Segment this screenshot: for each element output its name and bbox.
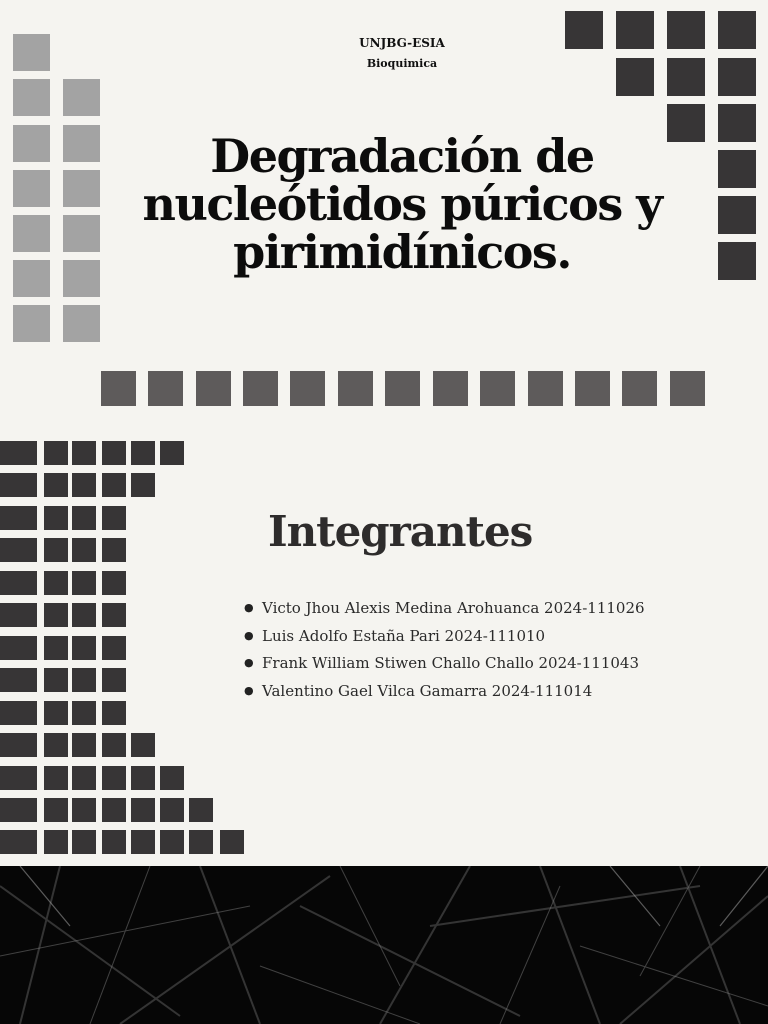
decor-square bbox=[131, 441, 155, 465]
decor-square bbox=[131, 733, 155, 757]
decor-square bbox=[13, 733, 37, 757]
decor-square bbox=[102, 830, 126, 854]
decor-square bbox=[44, 766, 68, 790]
decor-square bbox=[102, 473, 126, 497]
decor-square bbox=[44, 668, 68, 692]
member-name: Luis Adolfo Estaña Pari 2024-111010 bbox=[262, 626, 546, 645]
decor-square bbox=[0, 538, 14, 562]
decor-square bbox=[44, 733, 68, 757]
decor-square bbox=[72, 830, 96, 854]
decor-square bbox=[102, 701, 126, 725]
decor-square bbox=[13, 215, 50, 252]
decor-square bbox=[72, 798, 96, 822]
decor-square bbox=[0, 441, 14, 465]
decor-square bbox=[718, 242, 756, 280]
decor-square bbox=[670, 371, 705, 406]
members-list bbox=[244, 596, 645, 706]
decor-square bbox=[13, 260, 50, 297]
bullet-icon: ● bbox=[244, 683, 254, 697]
members-heading: Integrantes bbox=[268, 507, 533, 556]
decor-square bbox=[72, 603, 96, 627]
decor-square bbox=[575, 371, 610, 406]
decor-square bbox=[131, 798, 155, 822]
presentation-title: Degradación de nucleótidos púricos y pirimidínicos. bbox=[142, 129, 662, 279]
decor-square bbox=[44, 441, 68, 465]
decor-square bbox=[63, 215, 100, 252]
decor-square bbox=[13, 830, 37, 854]
bottom-dark-band bbox=[0, 866, 768, 1024]
decor-square bbox=[44, 636, 68, 660]
decor-square bbox=[718, 150, 756, 188]
decor-square bbox=[44, 473, 68, 497]
decor-square bbox=[102, 506, 126, 530]
course-name: Bioquimica bbox=[366, 57, 438, 70]
decor-square bbox=[528, 371, 563, 406]
decor-square bbox=[160, 766, 184, 790]
decor-square bbox=[0, 701, 14, 725]
decor-square bbox=[0, 603, 14, 627]
decor-square bbox=[13, 441, 37, 465]
decor-square bbox=[102, 538, 126, 562]
bullet-icon: ● bbox=[244, 601, 254, 614]
decor-square bbox=[63, 79, 100, 116]
list-item bbox=[244, 624, 645, 652]
decor-square bbox=[0, 766, 14, 790]
decor-square bbox=[63, 260, 100, 297]
decor-square bbox=[13, 668, 37, 692]
decor-square bbox=[72, 668, 96, 692]
decor-square bbox=[63, 305, 100, 342]
decor-square bbox=[243, 371, 278, 406]
decor-square bbox=[13, 506, 37, 530]
list-item bbox=[244, 596, 645, 624]
list-item bbox=[244, 679, 645, 707]
decor-square bbox=[131, 473, 155, 497]
decor-square bbox=[480, 371, 515, 406]
decor-square bbox=[102, 603, 126, 627]
decor-square bbox=[433, 371, 468, 406]
decor-square bbox=[148, 371, 183, 406]
decor-square bbox=[0, 830, 14, 854]
decor-square bbox=[718, 196, 756, 234]
decor-square bbox=[13, 538, 37, 562]
decor-square bbox=[290, 371, 325, 406]
decor-square bbox=[72, 766, 96, 790]
decor-square bbox=[13, 125, 50, 162]
decor-square bbox=[72, 701, 96, 725]
decor-square bbox=[0, 798, 14, 822]
decor-square bbox=[102, 733, 126, 757]
decor-square bbox=[220, 830, 244, 854]
decor-square bbox=[13, 603, 37, 627]
decor-square bbox=[44, 538, 68, 562]
decor-square bbox=[196, 371, 231, 406]
decor-square bbox=[72, 538, 96, 562]
decor-square bbox=[72, 506, 96, 530]
decor-square bbox=[160, 830, 184, 854]
decor-square bbox=[102, 766, 126, 790]
decor-square bbox=[13, 636, 37, 660]
decor-square bbox=[72, 733, 96, 757]
decor-square bbox=[102, 798, 126, 822]
decor-square bbox=[160, 798, 184, 822]
bullet-icon: ● bbox=[244, 656, 254, 670]
decor-square bbox=[0, 571, 14, 595]
institution-name: UNJBG-ESIA bbox=[359, 36, 445, 50]
decor-square bbox=[0, 636, 14, 660]
decor-square bbox=[72, 441, 96, 465]
decor-square bbox=[63, 170, 100, 207]
decor-square bbox=[63, 125, 100, 162]
bullet-icon: ● bbox=[244, 628, 254, 642]
decor-square bbox=[44, 603, 68, 627]
decor-square bbox=[0, 506, 14, 530]
decor-square bbox=[189, 798, 213, 822]
decor-square bbox=[189, 830, 213, 854]
decor-square bbox=[0, 733, 14, 757]
decor-square bbox=[102, 571, 126, 595]
decor-square bbox=[622, 371, 657, 406]
member-name: Valentino Gael Vilca Gamarra 2024-111014 bbox=[262, 681, 593, 700]
decor-square bbox=[102, 636, 126, 660]
decor-square bbox=[13, 798, 37, 822]
decor-square bbox=[160, 441, 184, 465]
decor-square bbox=[0, 668, 14, 692]
decor-square bbox=[13, 701, 37, 725]
decor-square bbox=[13, 305, 50, 342]
decor-square bbox=[44, 506, 68, 530]
decor-square bbox=[102, 668, 126, 692]
decor-square bbox=[44, 701, 68, 725]
decor-square bbox=[13, 766, 37, 790]
decor-square bbox=[72, 571, 96, 595]
decor-square bbox=[101, 371, 136, 406]
decor-square bbox=[44, 830, 68, 854]
decor-square bbox=[718, 104, 756, 142]
decor-square bbox=[338, 371, 373, 406]
decor-square bbox=[44, 571, 68, 595]
decor-square bbox=[72, 473, 96, 497]
decor-square bbox=[13, 473, 37, 497]
decor-square bbox=[0, 473, 14, 497]
decor-square bbox=[102, 441, 126, 465]
decor-square bbox=[385, 371, 420, 406]
member-name: Victo Jhou Alexis Medina Arohuanca 2024-111026 bbox=[262, 599, 645, 617]
decor-square bbox=[131, 766, 155, 790]
decor-square bbox=[13, 571, 37, 595]
member-name: Frank William Stiwen Challo Challo 2024-111043 bbox=[262, 654, 640, 673]
decor-square bbox=[13, 79, 50, 116]
list-item bbox=[244, 651, 645, 679]
decor-square bbox=[13, 170, 50, 207]
decor-square bbox=[44, 798, 68, 822]
decor-square bbox=[72, 636, 96, 660]
decor-square bbox=[131, 830, 155, 854]
light-streaks-image bbox=[0, 866, 768, 1024]
